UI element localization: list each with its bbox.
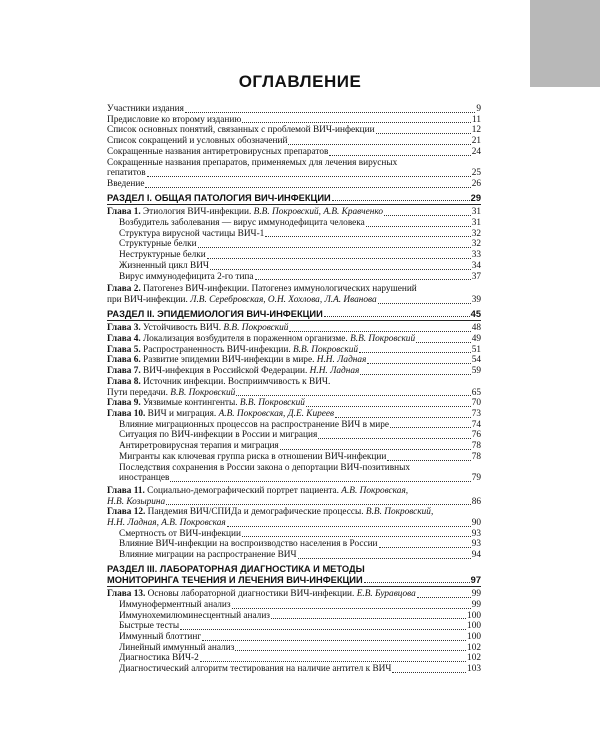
toc-entry[interactable]: Сокращенные названия антиретровирусных препаратов 24: [107, 146, 481, 157]
chapter-3[interactable]: Глава 3. Устойчивость ВИЧ. В.В. Покровский 48: [107, 323, 481, 334]
toc-entry[interactable]: Список сокращений и условных обозначений 21: [107, 136, 481, 147]
toc-subentry[interactable]: Неструктурные белки 33: [119, 250, 481, 261]
chapter-4[interactable]: Глава 4. Локализация возбудителя в пораженном организме. В.В. Покровский 49: [107, 334, 481, 345]
toc-subentry[interactable]: Диагностический алгоритм тестирования на наличие антител к ВИЧ 103: [119, 664, 481, 675]
toc-subentry[interactable]: Ситуация по ВИЧ-инфекции в России и миграция 76: [119, 430, 481, 441]
chapter-7[interactable]: Глава 7. ВИЧ-инфекция в Российской Федерации. Н.Н. Ладная 59: [107, 366, 481, 377]
chapter-12[interactable]: Глава 12. Пандемия ВИЧ/СПИДа и демографические процессы. В.В. Покровский, Н.Н. Ладная, А.В. Покровская 90: [107, 507, 481, 529]
section-2-heading[interactable]: РАЗДЕЛ II. ЭПИДЕМИОЛОГИЯ ВИЧ-ИНФЕКЦИИ 45: [107, 309, 481, 322]
toc-entry[interactable]: Список основных понятий, связанных с проблемой ВИЧ-инфекции 12: [107, 125, 481, 136]
toc-subentry[interactable]: Влияние ВИЧ-инфекции на воспроизводство населения в России 93: [119, 539, 481, 550]
toc-subentry[interactable]: Диагностика ВИЧ-2 102: [119, 653, 481, 664]
chapter-8[interactable]: Глава 8. Источник инфекции. Восприимчивость к ВИЧ. Пути передачи. В.В. Покровский 65: [107, 376, 481, 398]
toc-subentry[interactable]: Влияние миграции на распространение ВИЧ 94: [119, 550, 481, 561]
chapter-9[interactable]: Глава 9. Уязвимые контингенты. В.В. Покровский 70: [107, 398, 481, 409]
chapter-1[interactable]: Глава 1. Этиология ВИЧ-инфекции. В.В. Покровский, А.В. Кравченко 31: [107, 207, 481, 218]
toc-subentry[interactable]: Иммуноферментный анализ 99: [119, 599, 481, 610]
toc-subentry[interactable]: Смертность от ВИЧ-инфекции 93: [119, 528, 481, 539]
chapter-11[interactable]: Глава 11. Социально-демографический портрет пациента. А.В. Покровская, Н.В. Козырина 86: [107, 485, 481, 507]
toc-subentry[interactable]: Жизненный цикл ВИЧ 34: [119, 260, 481, 271]
toc-subentry[interactable]: Структура вирусной частицы ВИЧ-1 32: [119, 228, 481, 239]
toc-subentry[interactable]: Линейный иммунный анализ 102: [119, 642, 481, 653]
section-1-heading[interactable]: РАЗДЕЛ I. ОБЩАЯ ПАТОЛОГИЯ ВИЧ-ИНФЕКЦИИ 29: [107, 193, 481, 206]
section-3-heading[interactable]: РАЗДЕЛ III. ЛАБОРАТОРНАЯ ДИАГНОСТИКА И МЕТОДЫ МОНИТОРИНГА ТЕЧЕНИЯ И ЛЕЧЕНИЯ ВИЧ-ИНФЕКЦИИ 97: [107, 564, 481, 587]
toc-entry[interactable]: Участники издания 9: [107, 104, 481, 114]
chapter-6[interactable]: Глава 6. Развитие эпидемии ВИЧ-инфекции в мире. Н.Н. Ладная 54: [107, 355, 481, 366]
toc-subentry[interactable]: Иммунохемилюминесцентный анализ 100: [119, 610, 481, 621]
toc-subentry[interactable]: Возбудитель заболевания — вирус иммунодефицита человека 31: [119, 218, 481, 229]
toc-entry[interactable]: Сокращенные названия препаратов, применяемых для лечения вирусных гепатитов 25: [107, 157, 481, 179]
chapter-2[interactable]: Глава 2. Патогенез ВИЧ-инфекции. Патогенез иммунологических нарушений при ВИЧ-инфекции. Л.В. Серебровская, О.Н. Хохлова, Л.А. Иванова 39: [107, 284, 481, 305]
chapter-5[interactable]: Глава 5. Распространенность ВИЧ-инфекции. В.В. Покровский 51: [107, 344, 481, 355]
page-title: ОГЛАВЛЕНИЕ: [238, 72, 362, 91]
chapter-13[interactable]: Глава 13. Основы лабораторной диагностики ВИЧ-инфекции. Е.В. Буравцова 99: [107, 589, 481, 600]
toc-subentry[interactable]: Структурные белки 32: [119, 239, 481, 250]
toc-subentry[interactable]: Вирус иммунодефицита 2-го типа 37: [119, 271, 481, 282]
toc-subentry[interactable]: Влияние миграционных процессов на распространение ВИЧ в мире 74: [119, 419, 481, 430]
toc-subentry[interactable]: Мигранты как ключевая группа риска в отношении ВИЧ-инфекции 78: [119, 451, 481, 462]
toc-subentry[interactable]: Последствия сохранения в России закона о депортации ВИЧ-позитивных иностранцев 79: [119, 462, 481, 484]
table-of-contents: [107, 104, 481, 675]
toc-entry[interactable]: Введение 26: [107, 178, 481, 189]
chapter-10[interactable]: Глава 10. ВИЧ и миграция. А.В. Покровская, Д.Е. Киреев 73: [107, 408, 481, 419]
toc-subentry[interactable]: Иммунный блоттинг 100: [119, 632, 481, 643]
toc-entry[interactable]: Предисловие ко второму изданию 11: [107, 114, 481, 125]
toc-subentry[interactable]: Быстрые тесты 100: [119, 621, 481, 632]
toc-subentry[interactable]: Антиретровирусная терапия и миграция 78: [119, 441, 481, 452]
